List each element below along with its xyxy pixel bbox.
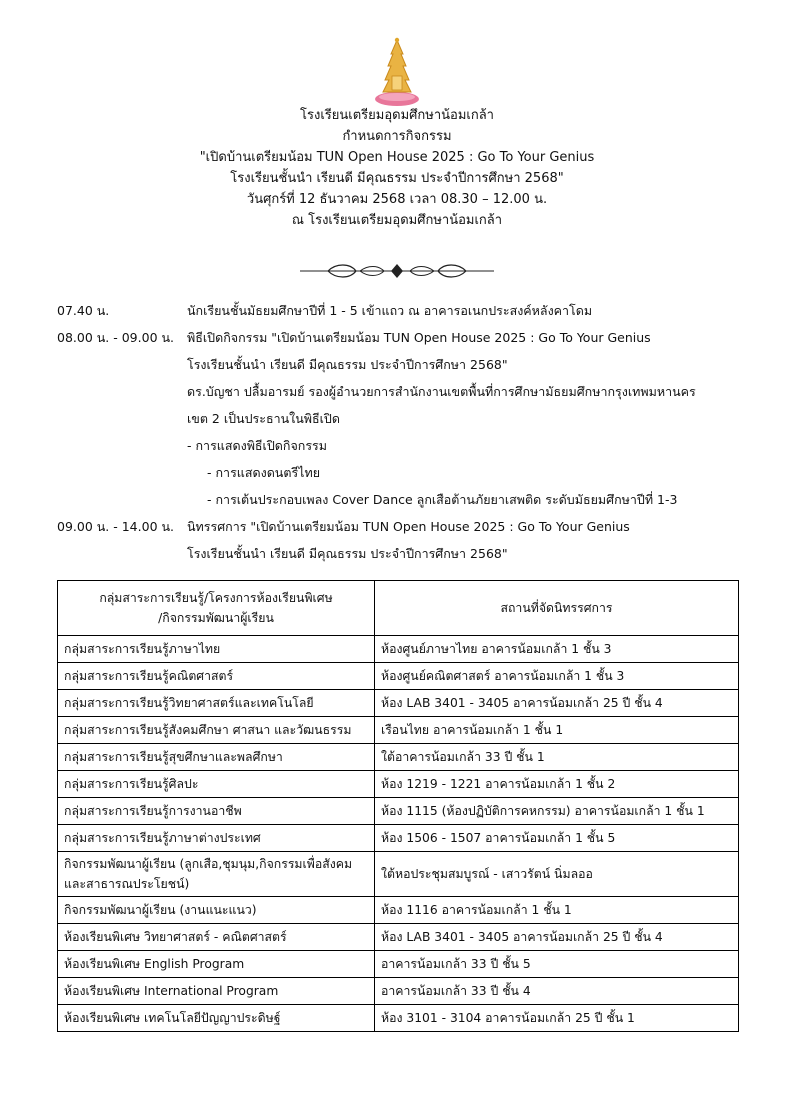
group-cell: กลุ่มสาระการเรียนรู้สุขศึกษาและพลศึกษา: [58, 744, 375, 771]
venue-cell: ห้องศูนย์ภาษาไทย อาคารน้อมเกล้า 1 ชั้น 3: [375, 636, 739, 663]
schedule-text: ดร.บัญชา ปลื้มอารมย์ รองผู้อำนวยการสำนักงานเขตพื้นที่การศึกษามัธยมศึกษากรุงเทพมหานคร: [187, 384, 696, 399]
column-header-group-line: กลุ่มสาระการเรียนรู้/โครงการห้องเรียนพิเศษ: [99, 591, 333, 605]
schedule-text: โรงเรียนชั้นนำ เรียนดี มีคุณธรรม ประจำปีการศึกษา 2568": [187, 357, 508, 372]
schedule-row: [0, 324, 794, 351]
schedule-row: [0, 297, 794, 324]
schedule-row: [0, 486, 794, 513]
table-row: [58, 852, 739, 897]
table-row: [58, 744, 739, 771]
column-header-venue: สถานที่จัดนิทรรศการ: [375, 581, 739, 636]
school-name: โรงเรียนเตรียมอุดมศึกษาน้อมเกล้า: [300, 108, 494, 123]
ornamental-divider: [298, 262, 496, 280]
document-title: กำหนดการกิจกรรม: [342, 129, 452, 144]
school-crest-logo: [370, 36, 424, 108]
schedule-row: [0, 405, 794, 432]
group-cell: กลุ่มสาระการเรียนรู้คณิตศาสตร์: [58, 663, 375, 690]
group-cell: กลุ่มสาระการเรียนรู้การงานอาชีพ: [58, 798, 375, 825]
schedule-subitem: - การเต้นประกอบเพลง Cover Dance ลูกเสือต้านภัยยาเสพติด ระดับมัธยมศึกษาปีที่ 1-3: [207, 492, 678, 507]
venue-cell: ห้อง 1115 (ห้องปฏิบัติการคหกรรม) อาคารน้อมเกล้า 1 ชั้น 1: [375, 798, 739, 825]
event-date: วันศุกร์ที่ 12 ธันวาคม 2568 เวลา 08.30 – 12.00 น.: [246, 192, 548, 207]
schedule-text: พิธีเปิดกิจกรรม "เปิดบ้านเตรียมน้อม TUN Open House 2025 : Go To Your Genius: [187, 330, 651, 345]
group-cell: ห้องเรียนพิเศษ English Program: [58, 951, 375, 978]
venue-cell: ห้อง 3101 - 3104 อาคารน้อมเกล้า 25 ปี ชั้น 1: [375, 1005, 739, 1032]
venue-cell: ห้อง LAB 3401 - 3405 อาคารน้อมเกล้า 25 ปี ชั้น 4: [375, 690, 739, 717]
venue-cell: ใต้อาคารน้อมเกล้า 33 ปี ชั้น 1: [375, 744, 739, 771]
schedule-time: 09.00 น. - 14.00 น.: [57, 519, 175, 534]
schedule-row: [0, 513, 794, 540]
table-row: [58, 897, 739, 924]
schedule-row: [0, 351, 794, 378]
group-cell: ห้องเรียนพิเศษ วิทยาศาสตร์ - คณิตศาสตร์: [58, 924, 375, 951]
group-cell: กิจกรรมพัฒนาผู้เรียน (ลูกเสือ,ชุมนุม,กิจกรรมเพื่อสังคมและสาธารณประโยชน์): [58, 852, 375, 897]
schedule-text: โรงเรียนชั้นนำ เรียนดี มีคุณธรรม ประจำปีการศึกษา 2568": [187, 546, 508, 561]
table-row: [58, 771, 739, 798]
venue-cell: เรือนไทย อาคารน้อมเกล้า 1 ชั้น 1: [375, 717, 739, 744]
document-header: [0, 105, 794, 231]
table-row: [58, 798, 739, 825]
venue-cell: ห้อง 1219 - 1221 อาคารน้อมเกล้า 1 ชั้น 2: [375, 771, 739, 798]
schedule-time: 07.40 น.: [57, 303, 110, 318]
schedule-subitem: - การแสดงดนตรีไทย: [207, 465, 321, 480]
column-header-group: [58, 581, 375, 636]
schedule-text: นิทรรศการ "เปิดบ้านเตรียมน้อม TUN Open House 2025 : Go To Your Genius: [187, 519, 630, 534]
venue-cell: อาคารน้อมเกล้า 33 ปี ชั้น 4: [375, 978, 739, 1005]
schedule-text: นักเรียนชั้นมัธยมศึกษาปีที่ 1 - 5 เข้าแถว ณ อาคารอเนกประสงค์หลังคาโดม: [187, 303, 593, 318]
table-row: [58, 978, 739, 1005]
group-cell: กลุ่มสาระการเรียนรู้วิทยาศาสตร์และเทคโนโลยี: [58, 690, 375, 717]
exhibition-venue-table: [57, 580, 739, 1032]
event-tagline: โรงเรียนชั้นนำ เรียนดี มีคุณธรรม ประจำปีการศึกษา 2568": [230, 171, 564, 186]
venue-cell: อาคารน้อมเกล้า 33 ปี ชั้น 5: [375, 951, 739, 978]
schedule-row: [0, 378, 794, 405]
schedule-row: [0, 432, 794, 459]
group-cell: กลุ่มสาระการเรียนรู้สังคมศึกษา ศาสนา และวัฒนธรรม: [58, 717, 375, 744]
schedule-row: [0, 459, 794, 486]
table-row: [58, 1005, 739, 1032]
venue-cell: ห้อง LAB 3401 - 3405 อาคารน้อมเกล้า 25 ปี ชั้น 4: [375, 924, 739, 951]
group-cell: ห้องเรียนพิเศษ International Program: [58, 978, 375, 1005]
group-cell: ห้องเรียนพิเศษ เทคโนโลยีปัญญาประดิษฐ์: [58, 1005, 375, 1032]
table-row: [58, 924, 739, 951]
group-cell: กลุ่มสาระการเรียนรู้ภาษาต่างประเทศ: [58, 825, 375, 852]
schedule-text: - การแสดงพิธีเปิดกิจกรรม: [187, 438, 328, 453]
table-row: [58, 663, 739, 690]
group-cell: กลุ่มสาระการเรียนรู้ศิลปะ: [58, 771, 375, 798]
table-row: [58, 717, 739, 744]
event-venue: ณ โรงเรียนเตรียมอุดมศึกษาน้อมเกล้า: [291, 213, 503, 228]
event-name: "เปิดบ้านเตรียมน้อม TUN Open House 2025 : Go To Your Genius: [199, 150, 595, 165]
schedule: [0, 297, 794, 567]
schedule-row: [0, 540, 794, 567]
table-row: [58, 951, 739, 978]
venue-cell: ใต้หอประชุมสมบูรณ์ - เสาวรัตน์ นิ่มลออ: [375, 852, 739, 897]
venue-cell: ห้องศูนย์คณิตศาสตร์ อาคารน้อมเกล้า 1 ชั้น 3: [375, 663, 739, 690]
venue-cell: ห้อง 1116 อาคารน้อมเกล้า 1 ชั้น 1: [375, 897, 739, 924]
table-row: [58, 825, 739, 852]
table-header-row: [58, 581, 739, 636]
schedule-text: เขต 2 เป็นประธานในพิธีเปิด: [187, 411, 340, 426]
table-row: [58, 690, 739, 717]
group-cell: กิจกรรมพัฒนาผู้เรียน (งานแนะแนว): [58, 897, 375, 924]
group-cell: กลุ่มสาระการเรียนรู้ภาษาไทย: [58, 636, 375, 663]
venue-cell: ห้อง 1506 - 1507 อาคารน้อมเกล้า 1 ชั้น 5: [375, 825, 739, 852]
table-row: [58, 636, 739, 663]
schedule-time: 08.00 น. - 09.00 น.: [57, 330, 175, 345]
column-header-group-line: /กิจกรรมพัฒนาผู้เรียน: [158, 611, 274, 625]
